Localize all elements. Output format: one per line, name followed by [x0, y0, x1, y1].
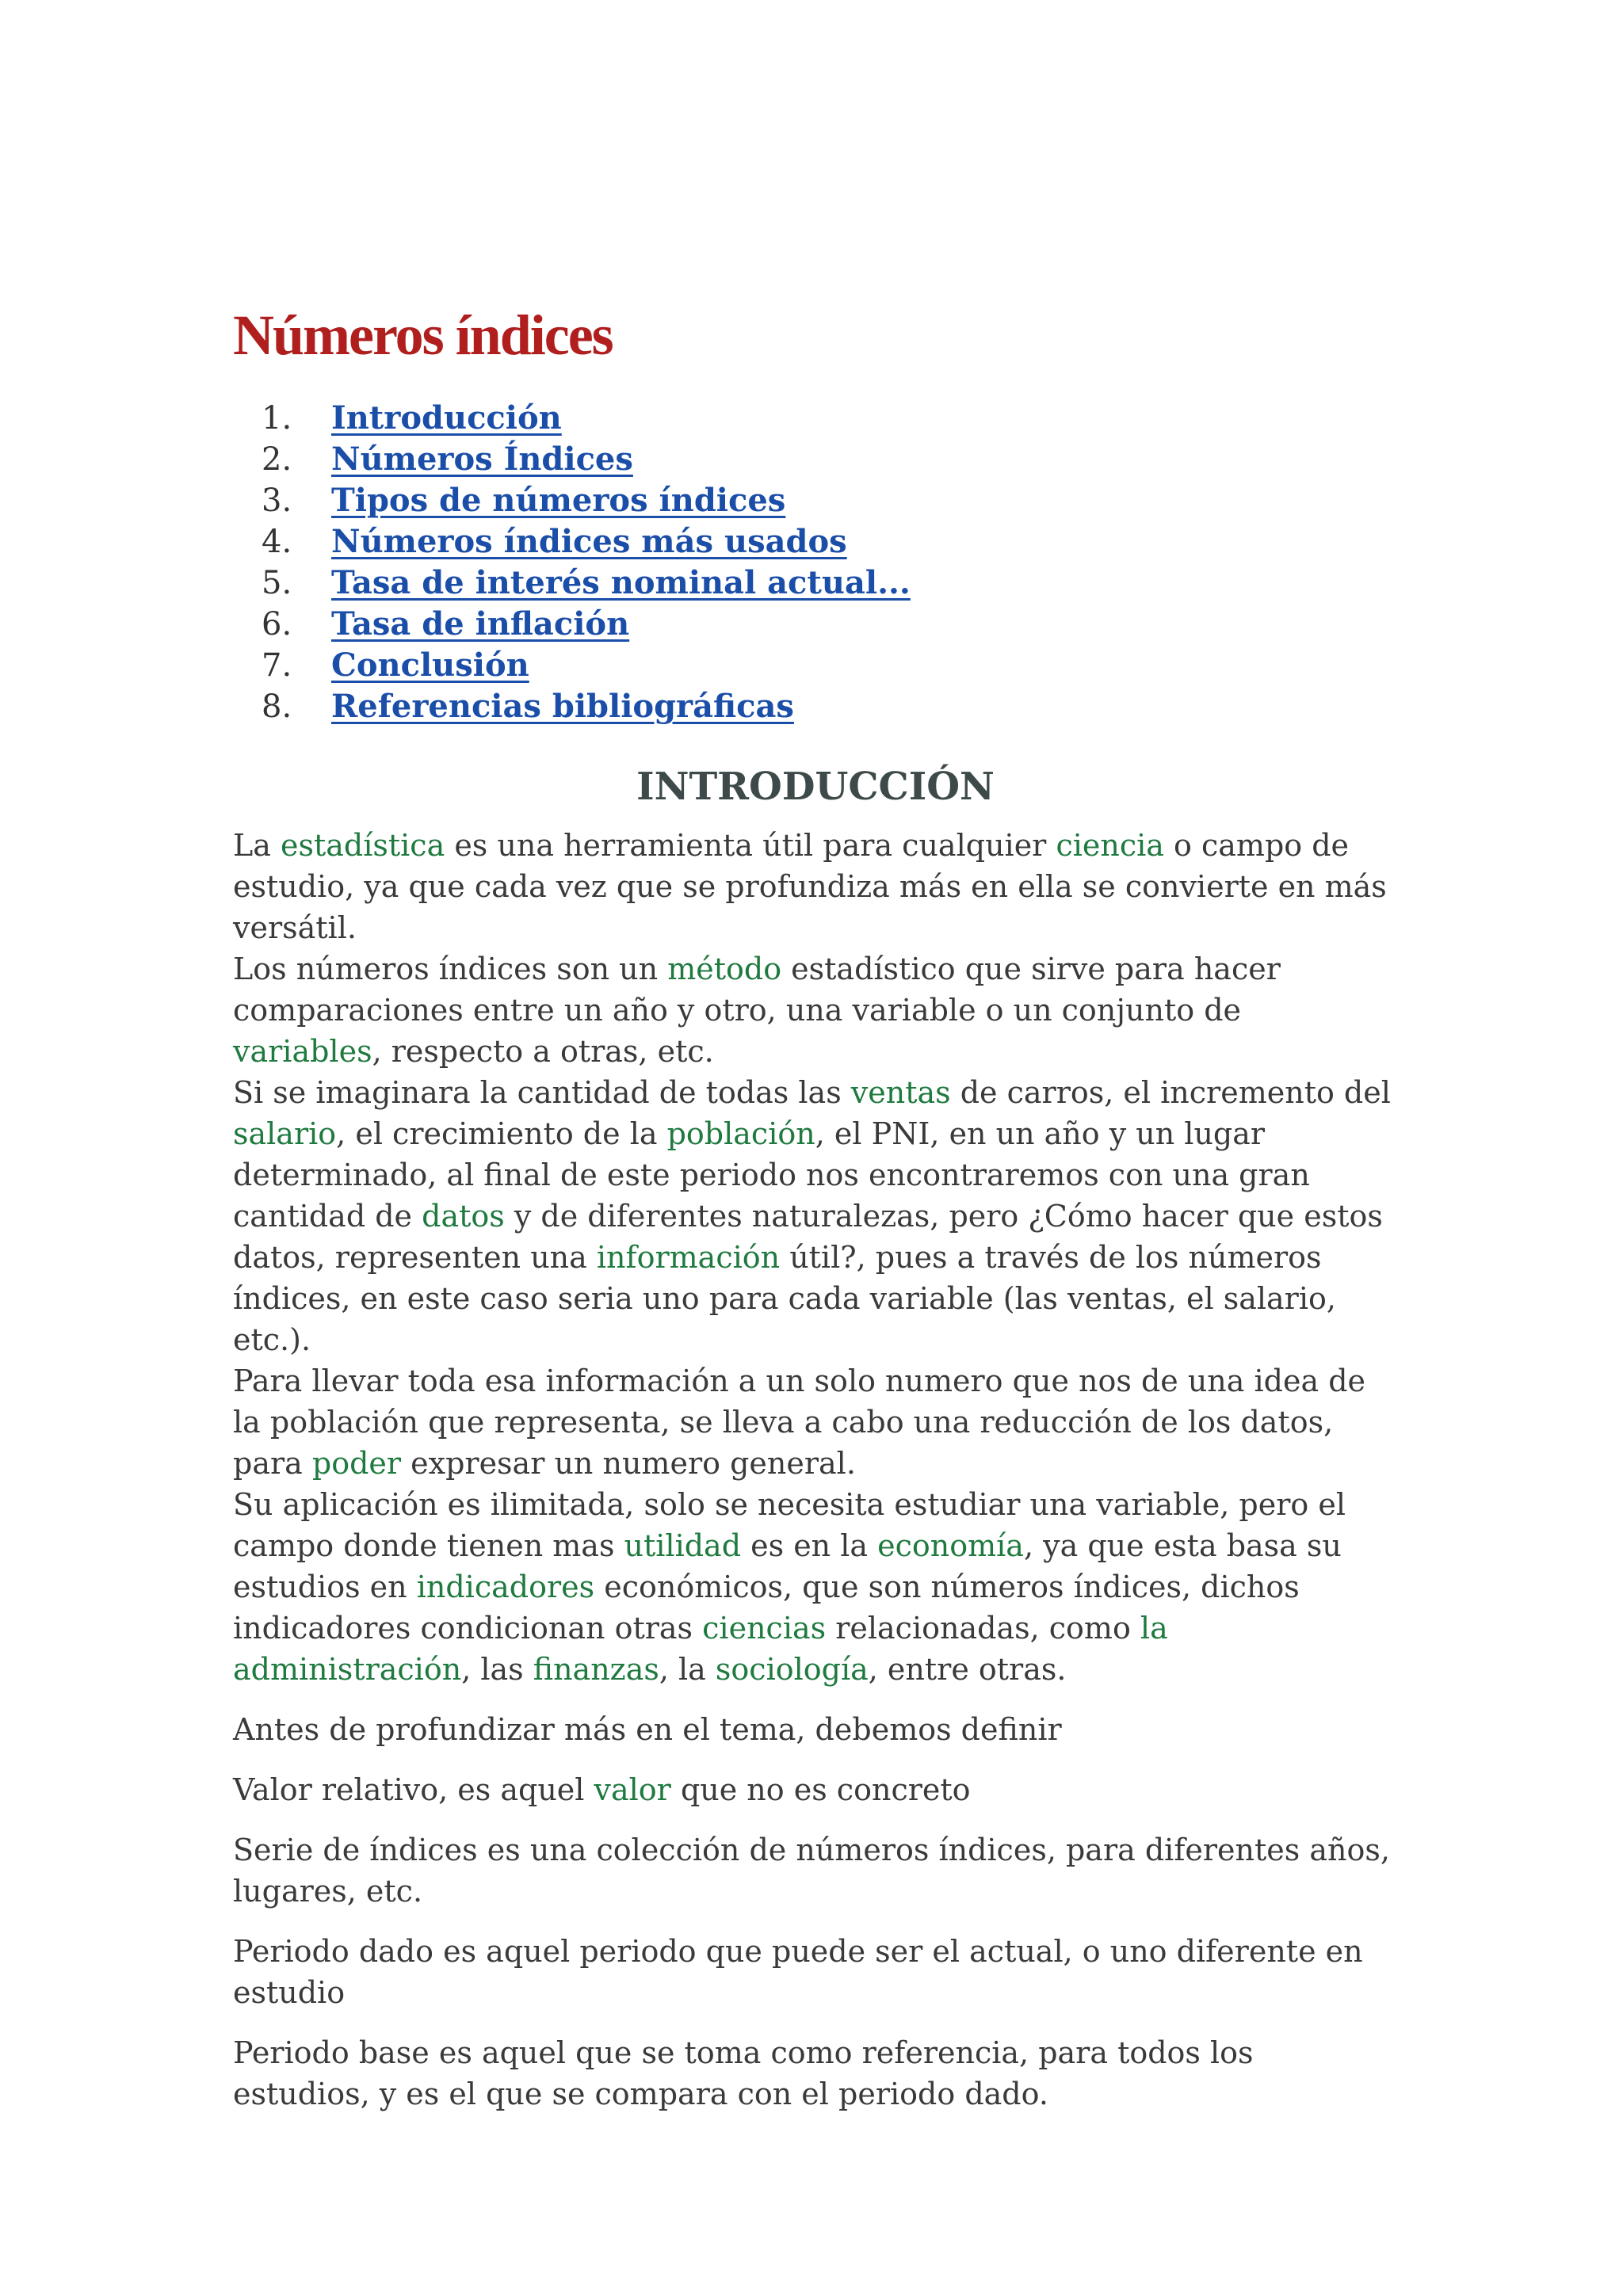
toc-number: 2. — [262, 441, 292, 479]
document-content — [233, 301, 1398, 2115]
text-run: relacionadas, como — [826, 1610, 1140, 1646]
toc-link-tasa-inflacion[interactable]: Tasa de inflación — [331, 605, 630, 643]
inline-link-datos[interactable]: datos — [422, 1198, 505, 1234]
text-run: , respecto a otras, etc. — [372, 1033, 714, 1069]
text-run: La — [233, 827, 281, 863]
toc-item — [233, 480, 1398, 521]
text-run: Si se imaginara la cantidad de todas las — [233, 1074, 851, 1110]
text-run: , el PNI, en un año y un lugar determinado, al final de este periodo nos encontraremos con una gran cantidad de — [233, 1116, 1310, 1234]
inline-link-salario[interactable]: salario — [233, 1116, 337, 1151]
text-run: , las — [461, 1651, 533, 1687]
inline-link-variables[interactable]: variables — [233, 1033, 372, 1069]
toc-item — [233, 604, 1398, 645]
inline-link-indicadores[interactable]: indicadores — [416, 1569, 595, 1604]
toc-item — [233, 563, 1398, 604]
text-run: , entre otras. — [868, 1651, 1067, 1687]
toc-link-conclusion[interactable]: Conclusión — [331, 646, 529, 685]
toc-link-mas-usados[interactable]: Números índices más usados — [331, 523, 847, 561]
inline-link-sociologia[interactable]: sociología — [715, 1651, 869, 1687]
intro-paragraph-1 — [233, 825, 1398, 948]
text-run: es en la — [741, 1527, 878, 1563]
toc-item — [233, 439, 1398, 480]
inline-link-ciencia[interactable]: ciencia — [1056, 827, 1164, 863]
toc-number: 8. — [262, 688, 292, 726]
section-heading: INTRODUCCIÓN — [636, 765, 995, 810]
text-run: es una herramienta útil para cualquier — [445, 827, 1056, 863]
intro-paragraph-5 — [233, 1484, 1398, 1690]
text-run: Valor relativo, es aquel — [233, 1772, 594, 1807]
text-run: estadístico que sirve para hacer comparaciones entre un año y otro, una variable o un conjunto de — [233, 951, 1281, 1028]
toc-link-numeros-indices[interactable]: Números Índices — [331, 441, 633, 479]
toc-number: 4. — [262, 524, 292, 561]
toc-number: 1. — [262, 400, 292, 437]
text-run: útil?, pues a través de los números índices, en este caso seria uno para cada variable (las ventas, el salario, etc.). — [233, 1239, 1336, 1357]
inline-link-economia[interactable]: economía — [877, 1527, 1024, 1563]
intro-paragraph-4 — [233, 1360, 1398, 1484]
text-run: económicos, que son números índices, dichos indicadores condicionan otras — [233, 1569, 1300, 1646]
text-run: Para llevar toda esa información a un solo numero que nos de una idea de la población que representa, se lleva a cabo una reducción de los datos, para — [233, 1363, 1366, 1481]
inline-link-utilidad[interactable]: utilidad — [624, 1527, 742, 1563]
toc-link-tasa-interes[interactable]: Tasa de interés nominal actual... — [331, 564, 911, 602]
definition-valor-relativo — [233, 1769, 1398, 1810]
toc-item — [233, 521, 1398, 563]
inline-link-metodo[interactable]: método — [667, 951, 782, 986]
toc-number: 7. — [262, 647, 292, 685]
toc-number: 6. — [262, 606, 292, 643]
toc-number: 3. — [262, 482, 292, 520]
page-title: Números índices — [233, 303, 613, 367]
inline-link-estadistica[interactable]: estadística — [280, 827, 445, 863]
text-run: , ya que esta basa su estudios en — [233, 1527, 1342, 1604]
inline-link-finanzas[interactable]: finanzas — [533, 1651, 659, 1687]
definition-serie-indices: Serie de índices es una colección de números índices, para diferentes años, lugares, etc. — [233, 1832, 1390, 1909]
toc-item — [233, 686, 1398, 727]
intro-paragraph-2 — [233, 948, 1398, 1072]
text-run: Los números índices son un — [233, 951, 668, 986]
intro-paragraph-3 — [233, 1072, 1398, 1360]
definition-periodo-dado: Periodo dado es aquel periodo que puede ser el actual, o uno diferente en estudio — [233, 1933, 1363, 2010]
text-run: Su aplicación es ilimitada, solo se necesita estudiar una variable, pero el campo donde tienen mas — [233, 1486, 1346, 1563]
inline-link-informacion[interactable]: información — [596, 1239, 781, 1275]
toc-link-introduccion[interactable]: Introducción — [331, 399, 562, 437]
text-run: expresar un numero general. — [401, 1445, 856, 1481]
toc-item — [233, 398, 1398, 439]
text-run: , la — [659, 1651, 716, 1687]
inline-link-administracion[interactable]: la administración — [233, 1610, 1168, 1687]
inline-link-poblacion[interactable]: población — [666, 1116, 815, 1151]
text-run: o campo de estudio, ya que cada vez que se profundiza más en ella se convierte en más versátil. — [233, 827, 1387, 945]
inline-link-ciencias[interactable]: ciencias — [702, 1610, 827, 1646]
toc-link-tipos[interactable]: Tipos de números índices — [331, 482, 786, 520]
inline-link-poder[interactable]: poder — [311, 1445, 402, 1481]
table-of-contents — [233, 398, 1398, 727]
text-run: y de diferentes naturalezas, pero ¿Cómo hacer que estos datos, representen una — [233, 1198, 1383, 1275]
inline-link-valor[interactable]: valor — [594, 1772, 671, 1807]
toc-item — [233, 645, 1398, 686]
toc-number: 5. — [262, 565, 292, 602]
definitions-lead: Antes de profundizar más en el tema, debemos definir — [233, 1711, 1062, 1747]
text-run: de carros, el incremento del — [950, 1074, 1391, 1110]
text-run: que no es concreto — [670, 1772, 971, 1807]
text-run: , el crecimiento de la — [336, 1116, 667, 1151]
toc-link-referencias[interactable]: Referencias bibliográficas — [331, 688, 794, 726]
inline-link-ventas[interactable]: ventas — [850, 1074, 951, 1110]
definition-periodo-base: Periodo base es aquel que se toma como referencia, para todos los estudios, y es el que se compara con el periodo dado. — [233, 2035, 1254, 2111]
